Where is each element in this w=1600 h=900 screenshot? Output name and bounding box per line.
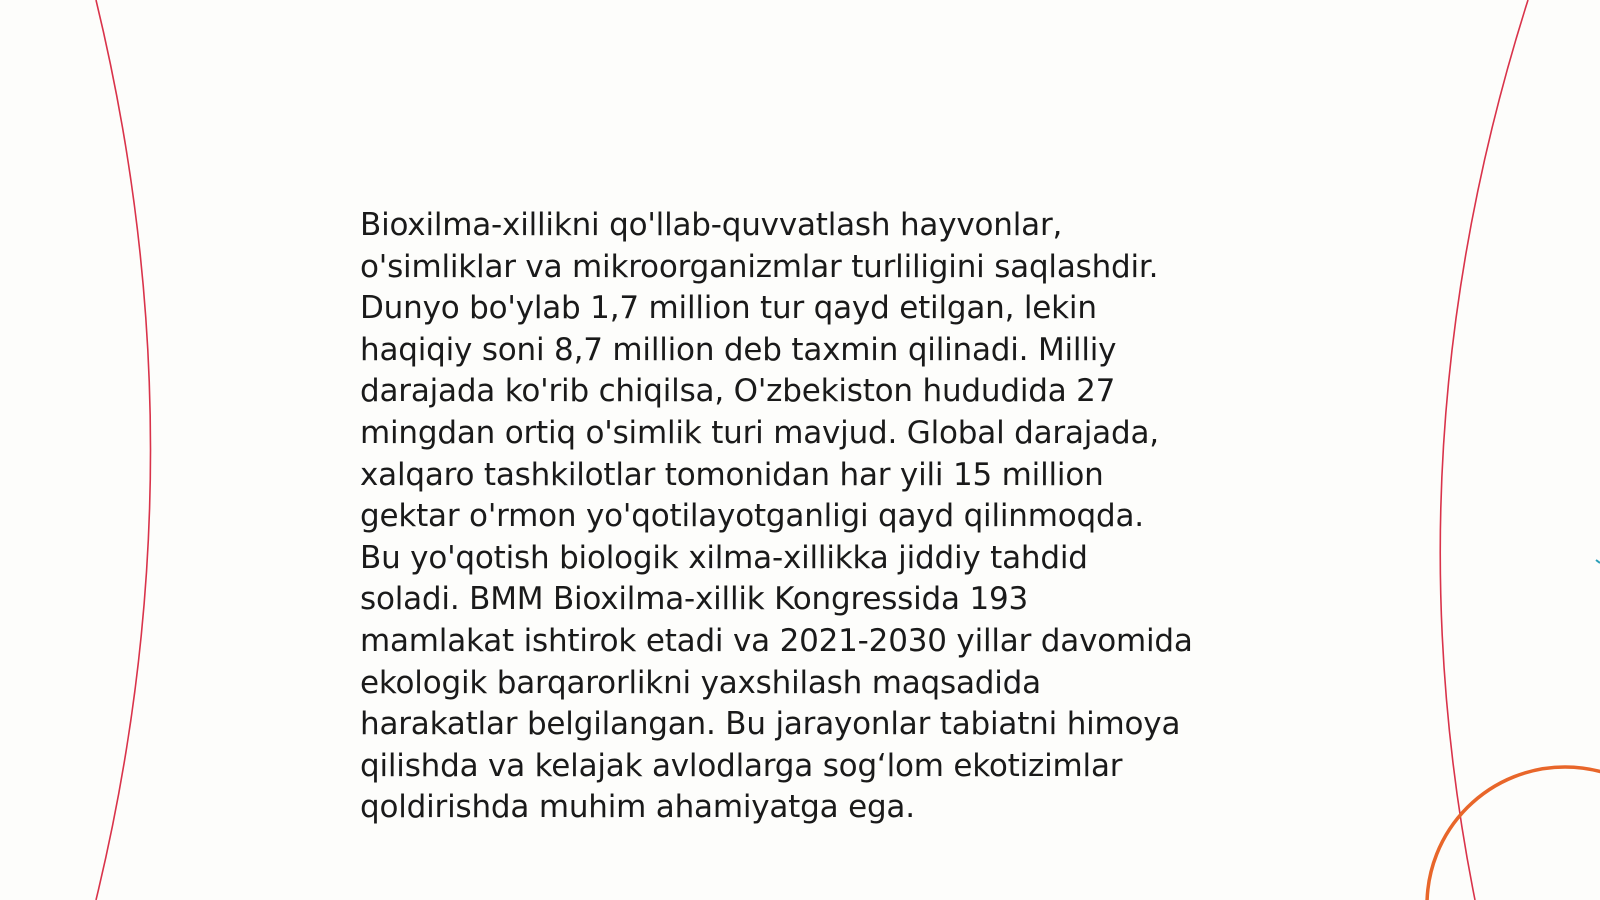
body-line: harakatlar belgilangan. Bu jarayonlar tabiatni himoya (360, 706, 1181, 743)
body-line: ekologik barqarorlikni yaxshilash maqsadida (360, 664, 1041, 701)
body-line: o'simliklar va mikroorganizmlar turliligini saqlashdir. (360, 248, 1159, 285)
body-line: soladi. BMM Bioxilma-xillik Kongressida 193 (360, 581, 1029, 618)
left-curve-icon (96, 0, 151, 900)
body-line: qoldirishda muhim ahamiyatga ega. (360, 789, 915, 826)
body-line: Bioxilma-xillikni qo'llab-quvvatlash hayvonlar, (360, 207, 1063, 243)
body-line: gektar o'rmon yo'qotilayotganligi qayd qilinmoqda. (360, 498, 1144, 535)
body-line: mingdan ortiq o'simlik turi mavjud. Global darajada, (360, 414, 1159, 451)
body-line: darajada ko'rib chiqilsa, O'zbekiston hududida 27 (360, 373, 1116, 410)
body-line: Bu yo'qotish biologik xilma-xillikka jiddiy tahdid (360, 539, 1088, 576)
body-line: Dunyo bo'ylab 1,7 million tur qayd etilgan, lekin (360, 290, 1097, 327)
right-curve-icon (1440, 0, 1528, 900)
accent-mark-icon (1596, 560, 1600, 563)
body-line: haqiqiy soni 8,7 million deb taxmin qilinadi. Milliy (360, 331, 1117, 368)
body-line: xalqaro tashkilotlar tomonidan har yili 15 million (360, 456, 1104, 493)
body-paragraph (360, 205, 1240, 829)
body-line: qilishda va kelajak avlodlarga sog‘lom ekotizimlar (360, 747, 1123, 784)
body-line: mamlakat ishtirok etadi va 2021-2030 yillar davomida (360, 622, 1193, 659)
corner-circle-icon (1427, 767, 1600, 900)
